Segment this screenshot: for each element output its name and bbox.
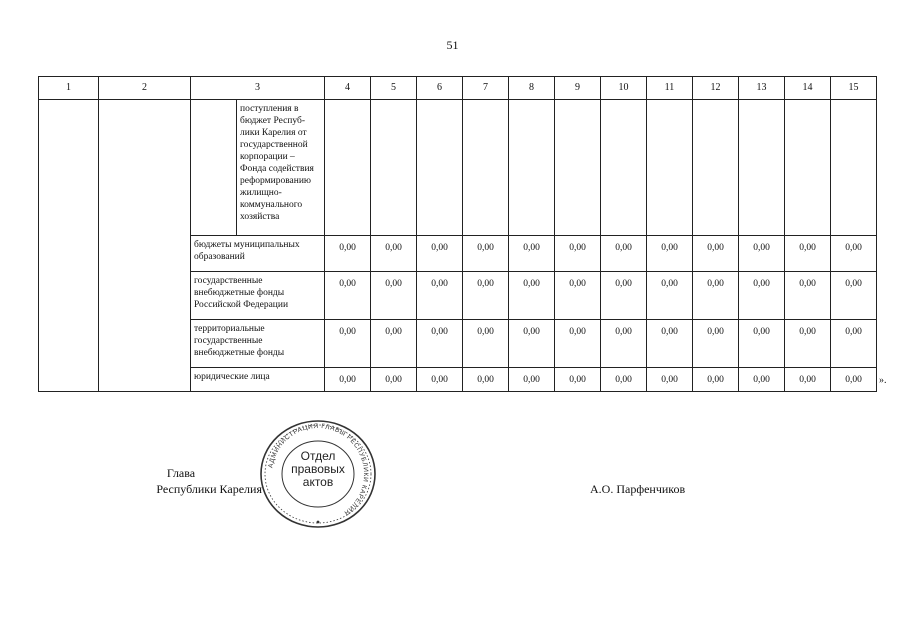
value-cell: 0,00	[693, 272, 739, 320]
signer-title-line2: Республики Карелия	[156, 482, 262, 496]
value-cell: 0,00	[555, 368, 601, 392]
value-cell: 0,00	[647, 272, 693, 320]
value-cell: 0,00	[647, 236, 693, 272]
value-cell: 0,00	[647, 320, 693, 368]
value-cell: 0,00	[463, 320, 509, 368]
value-cell: 0,00	[831, 320, 877, 368]
header-cell: 15	[831, 77, 877, 100]
empty-cell	[371, 100, 417, 236]
empty-cell	[509, 100, 555, 236]
closing-quote-mark: ».	[879, 375, 887, 386]
header-cell: 5	[371, 77, 417, 100]
value-cell: 0,00	[463, 236, 509, 272]
value-cell: 0,00	[601, 368, 647, 392]
value-cell: 0,00	[417, 272, 463, 320]
value-cell: 0,00	[371, 272, 417, 320]
value-cell: 0,00	[325, 236, 371, 272]
value-cell: 0,00	[739, 368, 785, 392]
header-cell: 4	[325, 77, 371, 100]
value-cell: 0,00	[325, 368, 371, 392]
value-cell: 0,00	[739, 320, 785, 368]
header-cell: 12	[693, 77, 739, 100]
header-cell: 10	[601, 77, 647, 100]
value-cell: 0,00	[371, 320, 417, 368]
signer-title	[100, 465, 262, 497]
value-cell: 0,00	[463, 272, 509, 320]
value-cell: 0,00	[831, 368, 877, 392]
empty-cell	[785, 100, 831, 236]
row-label: государственные внебюджетные фонды Российской Федерации	[191, 272, 325, 320]
value-cell: 0,00	[601, 236, 647, 272]
value-cell: 0,00	[831, 236, 877, 272]
value-cell: 0,00	[463, 368, 509, 392]
stamp-ring-text: АДМИНИСТРАЦИЯ ГЛАВЫ РЕСПУБЛИКИ КАРЕЛИЯ	[267, 422, 370, 517]
indent-cell	[191, 100, 237, 236]
value-cell: 0,00	[417, 320, 463, 368]
signer-name: А.О. Парфенчиков	[590, 482, 686, 496]
empty-cell	[647, 100, 693, 236]
value-cell: 0,00	[371, 368, 417, 392]
value-cell: 0,00	[693, 368, 739, 392]
value-cell: 0,00	[555, 320, 601, 368]
empty-cell	[463, 100, 509, 236]
header-cell: 3	[191, 77, 325, 100]
value-cell: 0,00	[555, 272, 601, 320]
stamp-center-text: Отдел правовых актов	[291, 449, 345, 489]
signer-title-line1: Глава	[166, 466, 196, 480]
page-number: 51	[446, 38, 459, 52]
value-cell: 0,00	[371, 236, 417, 272]
header-row	[39, 77, 877, 100]
value-cell: 0,00	[325, 272, 371, 320]
value-cell: 0,00	[417, 368, 463, 392]
empty-cell	[417, 100, 463, 236]
value-cell: 0,00	[601, 272, 647, 320]
row-label: поступления в бюджет Респуб-лики Карелия от государственной корпорации – Фонда содействия реформированию жилищно-коммунального хозяйства	[237, 100, 325, 236]
value-cell: 0,00	[601, 320, 647, 368]
table-row	[39, 100, 877, 236]
header-cell: 13	[739, 77, 785, 100]
value-cell: 0,00	[739, 236, 785, 272]
header-cell: 11	[647, 77, 693, 100]
value-cell: 0,00	[785, 272, 831, 320]
header-cell: 7	[463, 77, 509, 100]
value-cell: 0,00	[739, 272, 785, 320]
budget-table	[38, 76, 877, 392]
value-cell: 0,00	[693, 320, 739, 368]
value-cell: 0,00	[785, 368, 831, 392]
value-cell: 0,00	[647, 368, 693, 392]
value-cell: 0,00	[693, 236, 739, 272]
empty-cell	[325, 100, 371, 236]
value-cell: 0,00	[785, 236, 831, 272]
value-cell: 0,00	[509, 236, 555, 272]
value-cell: 0,00	[417, 236, 463, 272]
empty-cell	[693, 100, 739, 236]
value-cell: 0,00	[509, 368, 555, 392]
header-cell: 8	[509, 77, 555, 100]
col1-cell	[39, 100, 99, 392]
col2-cell	[99, 100, 191, 392]
header-cell: 14	[785, 77, 831, 100]
header-cell: 6	[417, 77, 463, 100]
empty-cell	[601, 100, 647, 236]
header-cell: 2	[99, 77, 191, 100]
row-label: юридические лица	[191, 368, 325, 392]
empty-cell	[739, 100, 785, 236]
empty-cell	[831, 100, 877, 236]
value-cell: 0,00	[785, 320, 831, 368]
value-cell: 0,00	[555, 236, 601, 272]
header-cell: 1	[39, 77, 99, 100]
row-label: бюджеты муниципальных образований	[191, 236, 325, 272]
empty-cell	[555, 100, 601, 236]
header-cell: 9	[555, 77, 601, 100]
value-cell: 0,00	[325, 320, 371, 368]
value-cell: 0,00	[509, 320, 555, 368]
value-cell: 0,00	[831, 272, 877, 320]
row-label: территориальные государственные внебюджетные фонды	[191, 320, 325, 368]
value-cell: 0,00	[509, 272, 555, 320]
